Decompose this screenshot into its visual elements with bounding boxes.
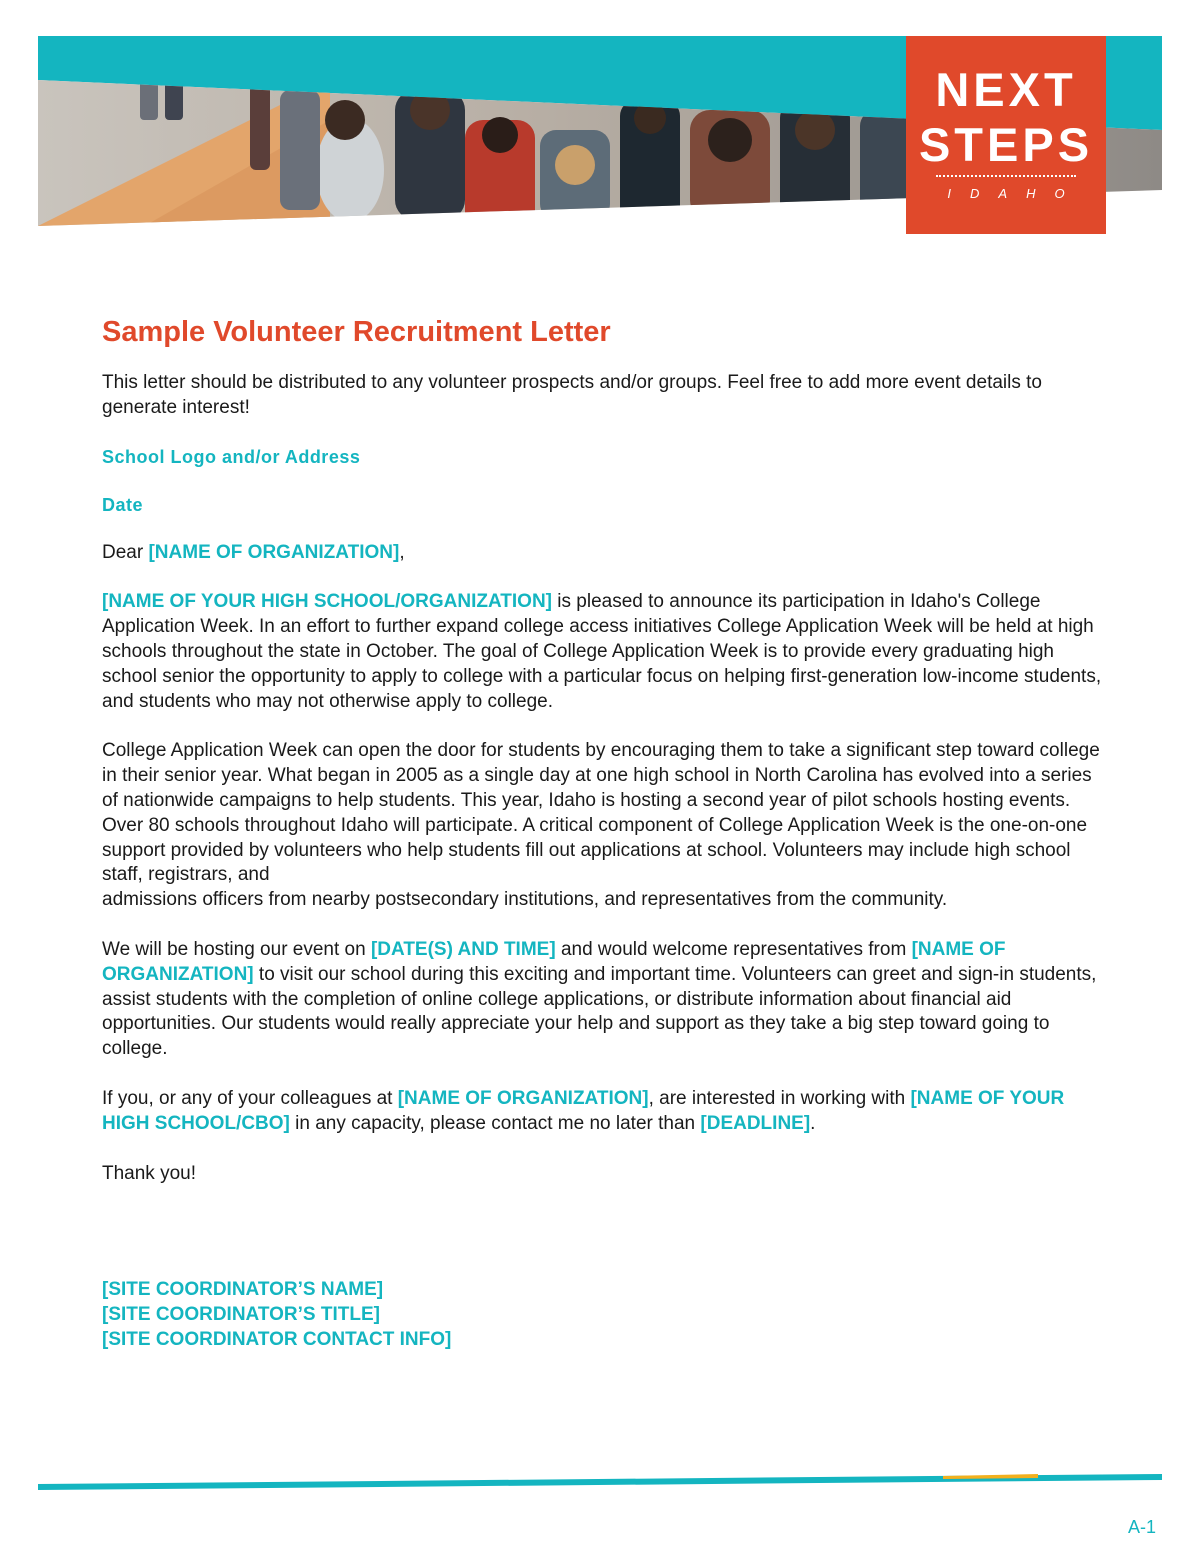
paragraph-2 bbox=[102, 739, 1102, 913]
paragraph-4 bbox=[102, 1087, 1102, 1137]
logo-word-steps: STEPS bbox=[918, 118, 1094, 171]
paragraph-4-text-2: , are interested in working with bbox=[648, 1087, 911, 1109]
organization-placeholder: [NAME OF ORGANIZATION] bbox=[102, 938, 1006, 985]
paragraph-2-text-1: College Application Week can open the door for students by encouraging them to take a significant step toward college in their senior year. What began in 2005 as a single day at one high school in North Carolina has evolved into a series of nationwide campaigns to help students. This year, Idaho is hosting a second year of pilot schools hosting events. Over 80 schools throughout Idaho will participate. A critical component of College Application Week is the one-on-one support provided by volunteers who help students fill out applications at school. Volunteers may include high school staff, registrars, and bbox=[102, 740, 1100, 886]
school-cbo-placeholder: [NAME OF YOUR HIGH SCHOOL/CBO] bbox=[102, 1087, 1065, 1134]
paragraph-3-text-3: to visit our school during this exciting and important time. Volunteers can greet and sign-in students, assist students with the completion of online college applications, or distribute information about financial aid opportunities. Our students would really appreciate your help and support as they take a big step toward going to college. bbox=[102, 963, 1097, 1060]
greeting bbox=[102, 541, 1102, 566]
letter-body bbox=[102, 311, 1102, 1353]
coordinator-contact: [SITE COORDINATOR CONTACT INFO] bbox=[102, 1328, 452, 1350]
logo-dotted-rule bbox=[936, 175, 1076, 177]
coordinator-name: [SITE COORDINATOR’S NAME] bbox=[102, 1279, 384, 1301]
paragraph-4-text-3: in any capacity, please contact me no later than bbox=[289, 1112, 701, 1134]
school-placeholder: [NAME OF YOUR HIGH SCHOOL/ORGANIZATION] bbox=[102, 591, 553, 613]
organization-placeholder: [NAME OF ORGANIZATION] bbox=[397, 1087, 649, 1109]
greeting-suffix: , bbox=[399, 541, 405, 563]
coordinator-title: [SITE COORDINATOR’S TITLE] bbox=[102, 1304, 380, 1326]
school-logo-label: School Logo and/or Address bbox=[102, 446, 361, 467]
paragraph-2-text-2: admissions officers from nearby postsecondary institutions, and representatives from the community. bbox=[102, 889, 948, 911]
closing: Thank you! bbox=[102, 1162, 196, 1184]
paragraph-3 bbox=[102, 938, 1102, 1062]
logo-word-next: NEXT bbox=[935, 63, 1077, 116]
date-time-placeholder: [DATE(S) AND TIME] bbox=[370, 938, 556, 960]
greeting-placeholder: [NAME OF ORGANIZATION] bbox=[148, 541, 400, 563]
date-label: Date bbox=[102, 494, 144, 515]
greeting-prefix: Dear bbox=[102, 541, 149, 563]
page-number: A-1 bbox=[1127, 1517, 1156, 1537]
paragraph-1-text: is pleased to announce its participation in Idaho's College Application Week. In an effort to further expand college access initiatives College Application Week will be held at high schools throughout the state in October. The goal of College Application Week is to provide every graduating high school senior the opportunity to apply to college with a particular focus on helping first-generation low-income students, and students who may not otherwise apply to college. bbox=[102, 591, 1102, 712]
paragraph-1 bbox=[102, 590, 1102, 714]
logo-subtitle: IDAHO bbox=[947, 186, 1084, 201]
footer-rule bbox=[38, 1470, 1162, 1494]
next-steps-idaho-logo bbox=[906, 36, 1106, 234]
paragraph-4-text-1: If you, or any of your colleagues at bbox=[102, 1087, 398, 1109]
intro-text: This letter should be distributed to any volunteer prospects and/or groups. Feel free to add more event details to generate interest! bbox=[102, 372, 1042, 418]
page-title: Sample Volunteer Recruitment Letter bbox=[102, 316, 611, 348]
paragraph-3-text-1: We will be hosting our event on bbox=[102, 938, 371, 960]
paragraph-4-text-4: . bbox=[810, 1112, 816, 1134]
signature-block bbox=[102, 1278, 1102, 1352]
deadline-placeholder: [DEADLINE] bbox=[700, 1112, 811, 1134]
paragraph-3-text-2: and would welcome representatives from bbox=[555, 938, 912, 960]
